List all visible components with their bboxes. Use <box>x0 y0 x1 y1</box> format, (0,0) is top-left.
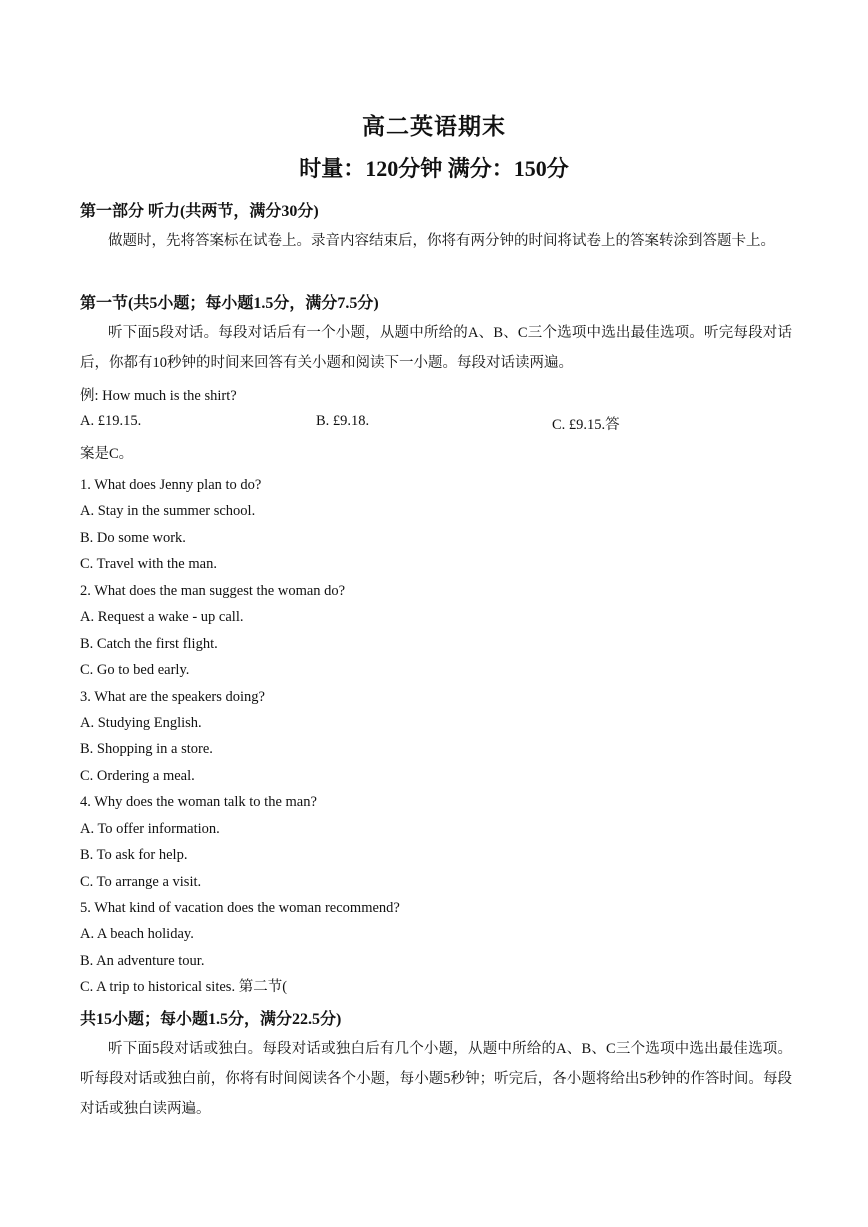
question-2: 2. What does the man suggest the woman do? <box>80 582 346 599</box>
question-2-option-c: C. Go to bed early. <box>80 662 190 679</box>
example-option-b: B. £9.18. <box>316 413 370 429</box>
question-4-option-c: C. To arrange a visit. <box>80 873 202 890</box>
exam-subtitle: 时量：120分钟 满分：150分 <box>299 156 569 181</box>
question-4: 4. Why does the woman talk to the man? <box>80 794 317 811</box>
question-2-option-b: B. Catch the first flight. <box>80 635 218 652</box>
example-question: 例: How much is the shirt? <box>80 388 237 404</box>
question-5-option-c-line <box>80 974 400 1000</box>
example-option-c: C. £9.15.答 <box>552 417 620 433</box>
question-3: 3. What are the speakers doing? <box>80 688 265 705</box>
question-2-option-a: A. Request a wake - up call. <box>80 609 244 626</box>
section2-heading: 共15小题；每小题1.5分，满分22.5分) <box>80 1011 342 1028</box>
question-3-option-c: C. Ordering a meal. <box>80 767 195 784</box>
question-5: 5. What kind of vacation does the woman recommend? <box>80 900 400 916</box>
question-1-option-b: B. Do some work. <box>80 529 186 546</box>
section1-instructions: 听下面5段对话。每段对话后有一个小题，从题中所给的A、B、C三个选项中选出最佳选项。听完每段对话后，你都有10秒钟的时间来回答有关小题和阅读下一小题。每段对话读两遍。 <box>80 325 792 371</box>
question-3-option-a: A. Studying English. <box>80 714 202 731</box>
example-option-a: A. £19.15. <box>80 413 142 429</box>
question-5-option-c: C. A trip to historical sites. <box>80 979 236 996</box>
question-list <box>80 472 400 1001</box>
question-4-option-a: A. To offer information. <box>80 820 220 837</box>
question-1-option-a: A. Stay in the summer school. <box>80 503 256 520</box>
example-answer: 案是C。 <box>80 446 134 462</box>
question-4-option-b: B. To ask for help. <box>80 847 188 864</box>
intro-paragraph: 做题时，先将答案标在试卷上。录音内容结束后，你将有两分钟的时间将试卷上的答案转涂到答题卡上。 <box>108 233 775 249</box>
question-1-option-c: C. Travel with the man. <box>80 556 217 573</box>
question-3-option-b: B. Shopping in a store. <box>80 741 213 758</box>
part1-heading: 第一部分 听力(共两节，满分30分) <box>80 203 319 220</box>
section2-label-start: 第二节( <box>238 979 288 996</box>
question-5-option-a: A. A beach holiday. <box>80 926 194 943</box>
section2-instructions: 听下面5段对话或独白。每段对话或独白后有几个小题，从题中所给的A、B、C三个选项中选出最佳选项。听每段对话或独白前，你将有时间阅读各个小题，每小题5秒钟；听完后，各小题将给出5秒钟的作答时间。每段对话或独白读两遍。 <box>80 1041 792 1117</box>
exam-title: 高二英语期末 <box>362 114 506 139</box>
question-5-option-b: B. An adventure tour. <box>80 952 205 969</box>
section1-heading: 第一节(共5小题；每小题1.5分，满分7.5分) <box>80 295 379 312</box>
question-1: 1. What does Jenny plan to do? <box>80 477 262 493</box>
